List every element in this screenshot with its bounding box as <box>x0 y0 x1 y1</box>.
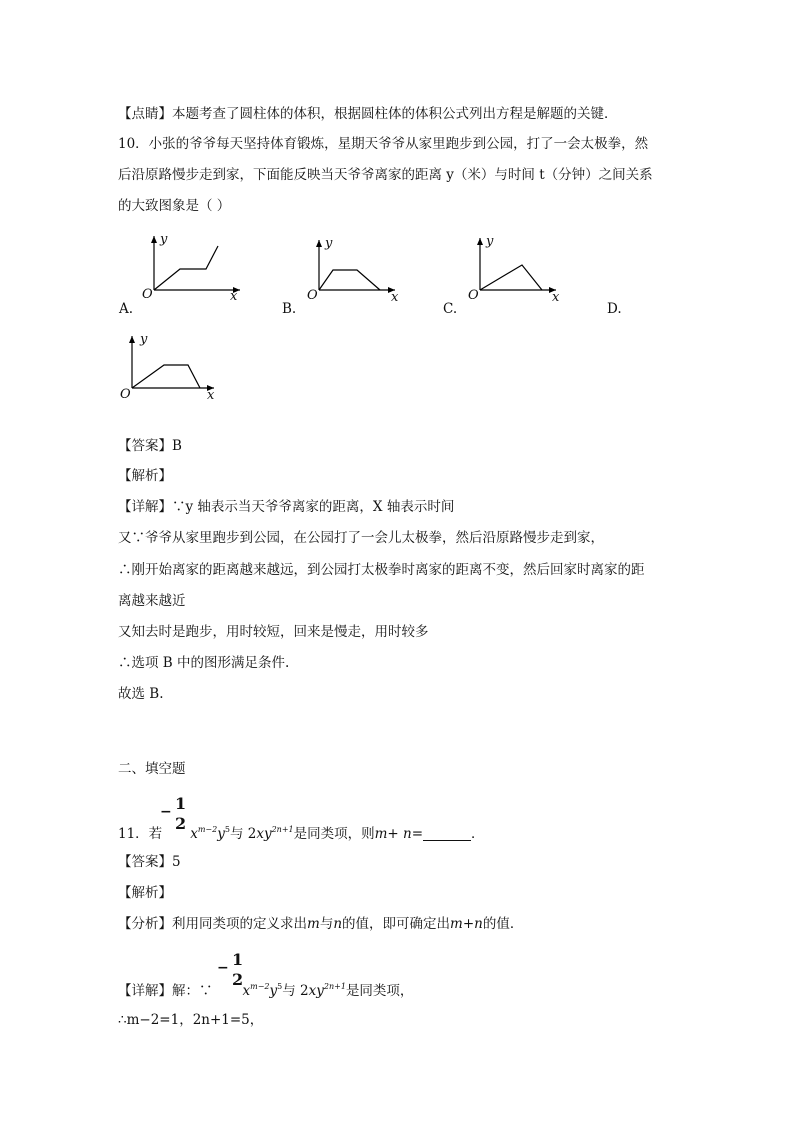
q11-detail-exp2: 5 <box>277 982 283 991</box>
q11-detail-x: x <box>242 983 251 999</box>
graph-d-origin: O <box>120 387 131 402</box>
graph-a-xlabel: x <box>230 289 238 304</box>
q11-analysis-end: 的值． <box>482 916 524 932</box>
graph-a-origin: O <box>142 287 153 302</box>
q11-equation: ∴m−2=1，2n+1=5， <box>118 1012 264 1028</box>
q11-term1-exp2: 5 <box>224 825 230 834</box>
q11-analysis-n: n <box>333 916 343 932</box>
q11-detail-tail: 是同类项， <box>345 983 414 999</box>
q11-term1-exp: m−2 <box>197 825 218 834</box>
q11-jiexi: 【解析】 <box>118 885 172 901</box>
q11-analysis-m: m <box>307 916 320 932</box>
q11-answer: 【答案】5 <box>118 854 181 870</box>
q11-detail-pre: 【详解】解：∵ <box>118 983 213 999</box>
q11-detail-term2-exp: 2n+1 <box>323 982 346 991</box>
graph-c-xlabel: x <box>552 290 560 305</box>
section-title: 二、填空题 <box>118 761 186 777</box>
q11-frac-sign: − <box>160 804 172 820</box>
q11-analysis-expr: m+n <box>450 916 483 932</box>
q11-frac-den: 2 <box>175 814 187 833</box>
q11-detail-term2: xy <box>308 983 324 999</box>
q10-line1: 10．小张的爷爷每天坚持体育锻炼，星期天爷爷从家里跑步到公园，打了一会太极拳，然 <box>118 136 649 152</box>
q11-expr: m+ n= <box>374 826 424 842</box>
option-c-label: C. <box>443 301 458 317</box>
graph-c-ylabel: y <box>486 234 494 249</box>
option-b-label: B. <box>282 301 297 317</box>
q10-detail3: ∴刚开始离家的距离越来越远，到公园打太极拳时离家的距离不变，然后回家时离家的距 <box>118 562 645 578</box>
q11-detail <box>118 977 413 1001</box>
graph-option-a <box>140 232 250 304</box>
q10-detail7: 故选 B. <box>118 686 164 702</box>
graph-b-svg <box>305 238 405 300</box>
graph-d-xlabel: x <box>207 388 215 403</box>
graph-d-ylabel: y <box>140 332 148 347</box>
q10-detail2: 又∵爷爷从家里跑步到公园，在公园打了一会儿太极拳，然后沿原路慢步走到家， <box>118 530 604 546</box>
dianjing-text: 【点睛】本题考查了圆柱体的体积，根据圆柱体的体积公式列出方程是解题的关键． <box>118 106 618 122</box>
option-a-label: A. <box>119 301 134 317</box>
graph-c-origin: O <box>468 288 479 303</box>
q10-detail6: ∴选项 B 中的图形满足条件. <box>118 655 290 671</box>
q11-mid: 与 2 <box>229 826 257 842</box>
q11-answer-blank[interactable] <box>423 826 471 841</box>
q10-detail5: 又知去时是跑步，用时较短，回来是慢走，用时较多 <box>118 624 429 640</box>
q11-term1-x: x <box>190 826 198 842</box>
graph-option-b <box>305 236 405 305</box>
q10-line2: 后沿原路慢步走到家，下面能反映当天爷爷离家的距离 y（米）与时间 t（分钟）之间关系 <box>118 167 653 183</box>
q11-detail-frac-den: 2 <box>232 970 244 989</box>
q11-detail-mid: 与 2 <box>282 983 309 999</box>
q10-answer: 【答案】B <box>118 438 182 454</box>
q11-number: 11．若 <box>118 826 163 842</box>
q11-frac-num: 1 <box>175 794 187 813</box>
q11-question <box>118 820 485 844</box>
q11-term1-y: y <box>217 826 225 842</box>
q11-analysis <box>118 914 523 934</box>
q11-analysis-mid: 与 <box>319 916 334 932</box>
q11-detail-frac-num: 1 <box>232 950 244 969</box>
q11-analysis-post: 的值，即可确定出 <box>342 916 451 932</box>
q11-detail-exp1: m−2 <box>250 982 270 991</box>
graph-option-d <box>118 334 228 404</box>
q10-detail1: 【详解】∵y 轴表示当天爷爷离家的距离，X 轴表示时间 <box>118 499 455 515</box>
graph-a-ylabel: y <box>160 232 168 247</box>
q11-analysis-pre: 【分析】利用同类项的定义求出 <box>118 916 307 932</box>
q11-term2-exp: 2n+1 <box>271 825 294 834</box>
graph-b-ylabel: y <box>325 236 333 251</box>
graph-c-svg <box>466 236 566 300</box>
graph-option-c <box>466 234 566 305</box>
q10-jiexi: 【解析】 <box>118 468 172 484</box>
graph-b-xlabel: x <box>391 290 399 305</box>
q11-detail-y: y <box>269 983 278 999</box>
q11-end: ． <box>471 826 485 842</box>
option-d-label: D. <box>607 301 622 317</box>
q10-detail4: 离越来越近 <box>118 593 186 609</box>
graph-b-origin: O <box>307 288 318 303</box>
q11-term2: xy <box>256 826 272 842</box>
q11-detail-frac-sign: − <box>217 960 229 976</box>
q11-tail: 是同类项，则 <box>293 826 375 842</box>
q10-line3: 的大致图象是（ ） <box>118 198 231 214</box>
